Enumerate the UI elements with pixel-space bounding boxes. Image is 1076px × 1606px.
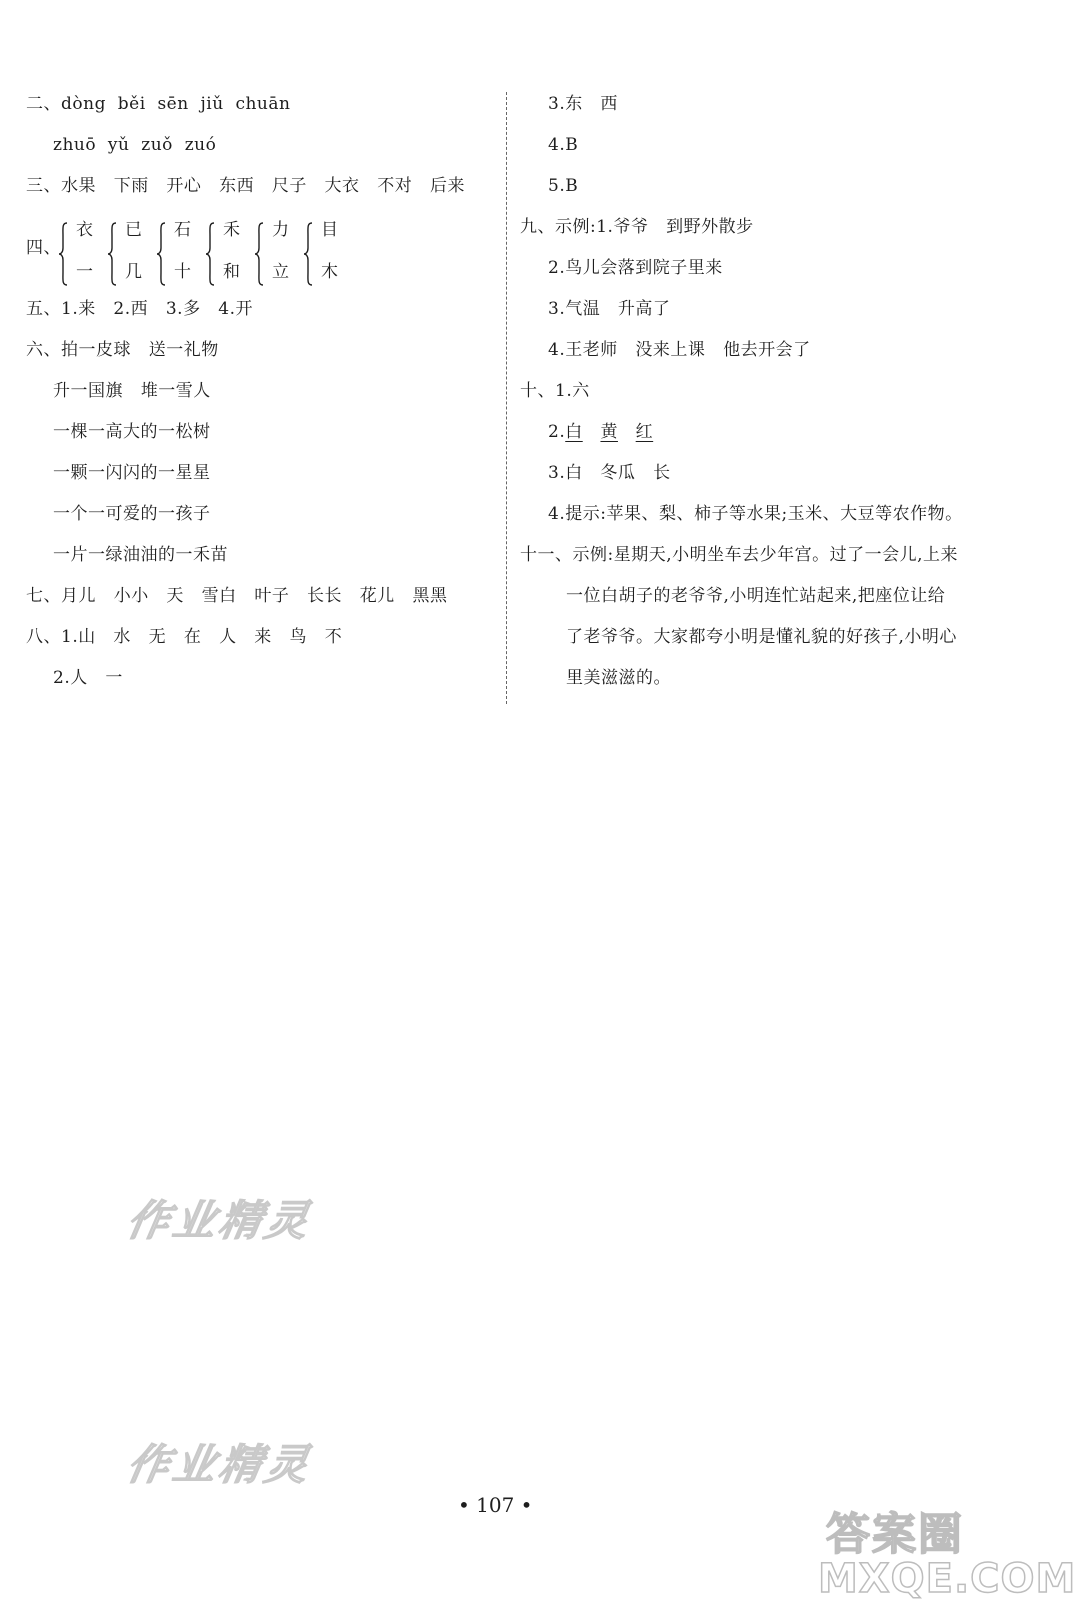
- q7-answer: 七、月儿 小小 天 雪白 叶子 长长 花儿 黑黑: [26, 586, 448, 606]
- q8-line3: 3.东 西: [548, 94, 618, 114]
- q6-line5: 一个一可爱的一孩子: [53, 504, 211, 524]
- q10-word-3: 红: [635, 422, 654, 442]
- curly-brace-icon: [107, 222, 117, 286]
- q8-line1: 八、1.山 水 无 在 人 来 鸟 不: [26, 627, 343, 647]
- q4-pair-bottom: 十: [174, 262, 191, 282]
- q10-line2-prefix: 2.: [548, 422, 566, 442]
- q4-pair-bottom: 和: [223, 262, 240, 282]
- q10-word-1: 白: [565, 422, 583, 442]
- curly-brace-icon: [205, 222, 215, 286]
- q4-pair-bottom: 几: [125, 262, 142, 282]
- q8-line5: 5.B: [548, 176, 579, 196]
- q4-label: 四、: [26, 238, 61, 258]
- q10-line2: [548, 420, 653, 444]
- site-logo-text-bottom: MXQE.COM: [818, 1556, 1076, 1602]
- curly-brace-icon: [254, 222, 264, 286]
- q6-line1: 六、拍一皮球 送一礼物: [26, 340, 219, 360]
- q8-line2: 2.人 一: [53, 668, 123, 688]
- q6-line4: 一颗一闪闪的一星星: [53, 463, 211, 483]
- curly-brace-icon: [156, 222, 166, 286]
- q10-line4: 4.提示:苹果、梨、柿子等水果;玉米、大豆等农作物。: [548, 504, 963, 524]
- curly-brace-icon: [58, 222, 68, 286]
- q2-pinyin-line2: zhuō yǔ zuǒ zuó: [53, 135, 217, 155]
- page-number: • 107 •: [458, 1493, 533, 1517]
- site-logo: [818, 1498, 1076, 1602]
- q5-answer: 五、1.来 2.西 3.多 4.开: [26, 299, 254, 319]
- q2-pinyin-line1: 二、dòng běi sēn jiǔ chuān: [26, 94, 291, 114]
- q9-line1: 九、示例:1.爷爷 到野外散步: [520, 217, 754, 237]
- q4-pair-top: 力: [272, 220, 289, 240]
- q6-line3: 一棵一高大的一松树: [53, 422, 211, 442]
- q4-pair-bottom: 木: [321, 262, 338, 282]
- q9-line2: 2.鸟儿会落到院子里来: [548, 258, 723, 278]
- watermark-1: 作业精灵: [123, 1196, 316, 1245]
- q10-line1: 十、1.六: [520, 381, 590, 401]
- q4-pair-top: 已: [125, 220, 142, 240]
- watermark-2: 作业精灵: [123, 1440, 316, 1489]
- q10-line3: 3.白 冬瓜 长: [548, 463, 671, 483]
- q9-line4: 4.王老师 没来上课 他去开会了: [548, 340, 811, 360]
- curly-brace-icon: [303, 222, 313, 286]
- q6-line2: 升一国旗 堆一雪人: [53, 381, 211, 401]
- q4-pair-top: 目: [321, 220, 338, 240]
- q4-pair-bottom: 立: [272, 262, 289, 282]
- site-logo-text-top: 答案圈: [826, 1509, 964, 1560]
- q11-line4: 里美滋滋的。: [566, 668, 671, 688]
- q8-line4: 4.B: [548, 135, 579, 155]
- q4-pair-top: 石: [174, 220, 191, 240]
- q10-word-2: 黄: [600, 422, 618, 442]
- q4-pair-top: 衣: [76, 220, 93, 240]
- q3-answer: 三、水果 下雨 开心 东西 尺子 大衣 不对 后来: [26, 176, 465, 196]
- q6-line6: 一片一绿油油的一禾苗: [53, 545, 228, 565]
- q11-line2: 一位白胡子的老爷爷,小明连忙站起来,把座位让给: [566, 586, 946, 606]
- q4-pair-bottom: 一: [76, 262, 93, 282]
- column-divider: [506, 92, 507, 704]
- q11-line1: 十一、示例:星期天,小明坐车去少年宫。过了一会儿,上来: [520, 545, 959, 565]
- q11-line3: 了老爷爷。大家都夸小明是懂礼貌的好孩子,小明心: [566, 627, 957, 647]
- q9-line3: 3.气温 升高了: [548, 299, 671, 319]
- q4-pair-top: 禾: [223, 220, 240, 240]
